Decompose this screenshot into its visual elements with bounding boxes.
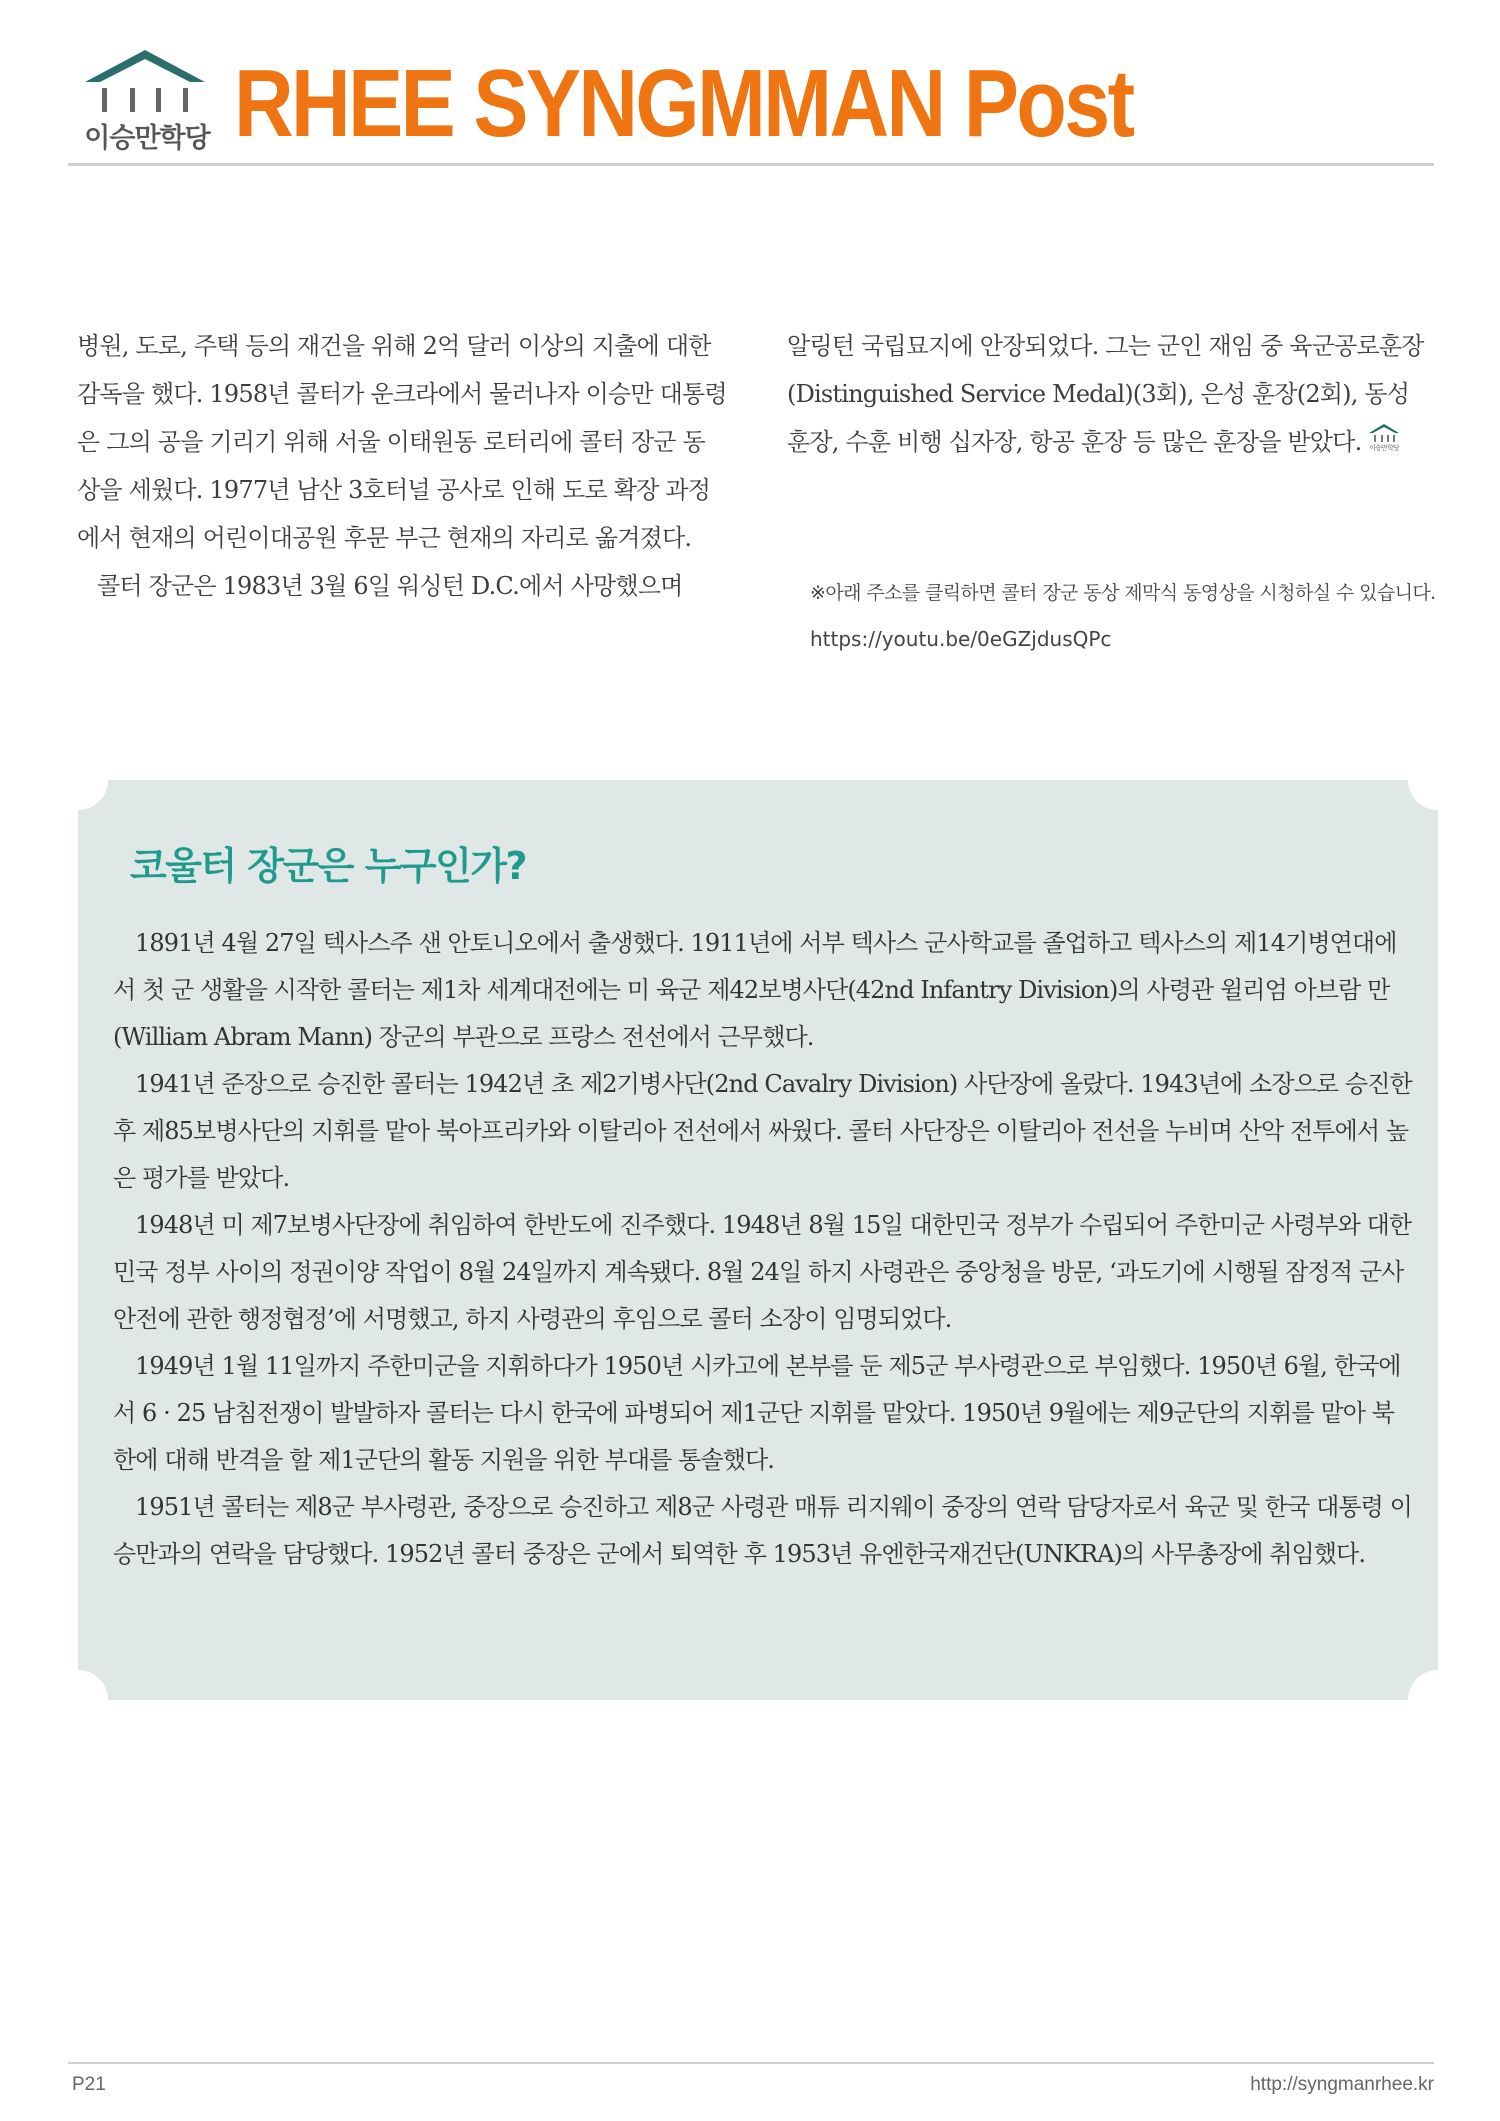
site-link[interactable]: http://syngmanrhee.kr (1250, 2074, 1434, 2095)
publication-title: RHEE SYNGMMAN Post (234, 50, 1133, 157)
box-paragraph: 1949년 1월 11일까지 주한미군을 지휘하다가 1950년 시카고에 본부를 둔 제5군 부사령관으로 부임했다. 1950년 6월, 한국에서 6 · 25 남침전쟁이 발발하자 콜터는 다시 한국에 파병되어 제1군단 지휘를 맡았다. 1950년 9월에는 제9군단의 지휘를 맡아 북한에 대해 반격을 할 제1군단의 활동 지원을 위한 부대를 통솔했다. (113, 1352, 1401, 1474)
mini-logo (1367, 420, 1401, 468)
page-number: P21 (72, 2074, 106, 2095)
footer-divider (68, 2062, 1434, 2064)
logo[interactable] (68, 48, 223, 154)
house-icon (80, 48, 210, 118)
box-paragraph: 1948년 미 제7보병사단장에 취임하여 한반도에 진주했다. 1948년 8월 15일 대한민국 정부가 수립되어 주한미군 사령부와 대한민국 정부 사이의 정권이양 작업이 8월 24일까지 계속됐다. 8월 24일 하지 사령관은 중앙청을 방문, ‘과도기에 시행될 잠정적 군사안전에 관한 행정협정’에 서명했고, 하지 사령관의 후임으로 콜터 소장이 임명되었다. (113, 1211, 1412, 1333)
mini-house-icon (1367, 422, 1401, 452)
left-paragraph-2: 콜터 장군은 1983년 3월 6일 워싱턴 D.C.에서 사망했으며 (97, 572, 683, 600)
header-divider (68, 163, 1434, 166)
right-column (787, 322, 1437, 468)
box-paragraph: 1941년 준장으로 승진한 콜터는 1942년 초 제2기병사단(2nd Cavalry Division) 사단장에 올랐다. 1943년에 소장으로 승진한 후 제85보병사단의 지휘를 맡아 북아프리카와 이탈리아 전선에서 싸웠다. 콜터 사단장은 이탈리아 전선을 누비며 산악 전투에서 높은 평가를 받았다. (113, 1070, 1412, 1192)
box-title: 코울터 장군은 누구인가? (130, 844, 527, 888)
video-link[interactable]: https://youtu.be/0eGZjdusQPc (810, 627, 1112, 651)
box-paragraph: 1891년 4월 27일 텍사스주 샌 안토니오에서 출생했다. 1911년에 서부 텍사스 군사학교를 졸업하고 텍사스의 제14기병연대에서 첫 군 생활을 시작한 콜터는 제1차 세계대전에는 미 육군 제42보병사단(42nd Infantry Division)의 사령관 윌리엄 아브람 만(William Abram Mann) 장군의 부관으로 프랑스 전선에서 근무했다. (113, 929, 1397, 1051)
mini-logo-text: 이승만학당 (1369, 443, 1400, 452)
video-note: ※아래 주소를 클릭하면 콜터 장군 동상 제막식 동영상을 시청하실 수 있습니다. (810, 582, 1436, 604)
left-column (77, 322, 727, 610)
profile-box (78, 780, 1438, 1700)
masthead (68, 48, 1434, 166)
box-body (113, 920, 1413, 1578)
right-paragraph-1 (787, 322, 1437, 468)
right-paragraph-text: 알링턴 국립묘지에 안장되었다. 그는 군인 재임 중 육군공로훈장(Distinguished Service Medal)(3회), 은성 훈장(2회), 동성 훈장, 수훈 비행 십자장, 항공 훈장 등 많은 훈장을 받았다. (787, 332, 1424, 456)
left-paragraph-1: 병원, 도로, 주택 등의 재건을 위해 2억 달러 이상의 지출에 대한 감독을 했다. 1958년 콜터가 운크라에서 물러나자 이승만 대통령은 그의 공을 기리기 위해 서울 이태원동 로터리에 콜터 장군 동상을 세웠다. 1977년 남산 3호터널 공사로 인해 도로 확장 과정에서 현재의 어린이대공원 후문 부근 현재의 자리로 옮겨졌다. (77, 332, 727, 552)
box-paragraph: 1951년 콜터는 제8군 부사령관, 중장으로 승진하고 제8군 사령관 매튜 리지웨이 중장의 연락 담당자로서 육군 및 한국 대통령 이승만과의 연락을 담당했다. 1952년 콜터 중장은 군에서 퇴역한 후 1953년 유엔한국재건단(UNKRA)의 사무총장에 취임했다. (113, 1493, 1412, 1568)
logo-text: 이승만학당 (84, 123, 210, 154)
